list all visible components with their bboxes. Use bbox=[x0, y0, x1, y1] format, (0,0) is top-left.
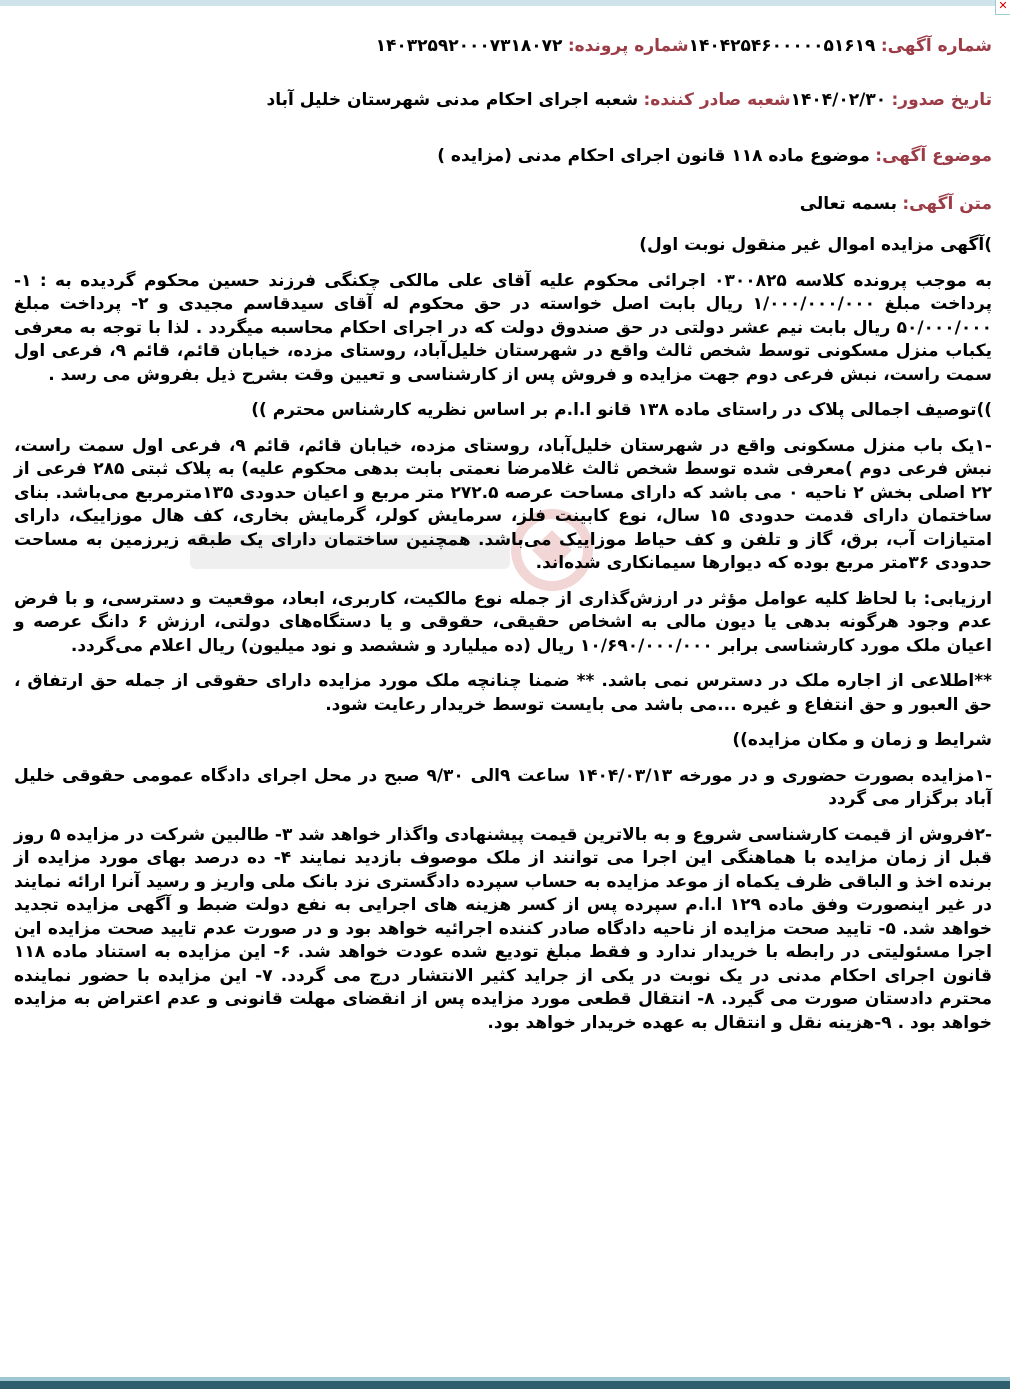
paragraph-conditions-heading: شرایط و زمان و مکان مزایده)) bbox=[732, 730, 992, 750]
paragraph-property: -۱یک باب منزل مسکونی واقع در شهرستان خلیل‌آباد، روستای مزده، خیابان قائم، قائم ۹، فرعی اول سمت راست، نبش فرعی دوم )معرفی شده توسط شخص ثالث غلامرضا نعمتی بابت بدهی محکوم علیه) به پلاک ثبتی ۲۸۵ فرعی از ۲۲ اصلی بخش ۲ ناحیه ۰ می باشد که دارای مساحت عرصه ۲۷۲.۵ متر مربع و اعیان حدودی ۱۳۵مترمربع می‌باشد. بنای ساختمان دارای قدمت حدودی ۱۵ سال، نوع کابینت فلز، سرمایش کولر، گرمایش بخاری، کف هال موزاییک، دارای امتیازات آب، برق، گاز و تلفن و کف حیاط موزاییک می‌باشد. همچنین ساختمان دارای یک طبقه زیرزمین به مساحت حدودی ۳۶متر مربع بوده که دیوارها سیمانکاری شده‌اند. bbox=[14, 435, 992, 573]
subject-row bbox=[14, 146, 992, 194]
issue-date: ۱۴۰۴/۰۲/۳۰ bbox=[790, 90, 887, 110]
file-number: ۱۴۰۳۲۵۹۲۰۰۰۷۳۱۸۰۷۲ bbox=[375, 36, 563, 56]
paragraph-terms: -۲فروش از قیمت کارشناسی شروع و به بالاترین قیمت پیشنهادی واگذار خواهد شد ۳- طالبین شرکت در مزایده ۵ روز قبل از زمان مزایده با هماهنگی این اجرا می توانند از ملک موصوف بازدید نمایند ۴- ده درصد بهای مورد مزایده از برنده اخذ و الباقی ظرف یکماه از موعد مزایده به حساب سپرده دادگستری نزد بانک ملی واریز و رسید آنرا ارائه نمایند در غیر اینصورت وفق ماده ۱۲۹ ا.ا.م سپرده پس از کسر هزینه های اجرایی به نفع دولت ضبط و آگهی مزایده تجدید خواهد شد. ۵- تایید صحت مزایده از ناحیه دادگاه صادر کننده اجرائیه خواهد بود و در صورت عدم تایید صحت مزایده این اجرا مسئولیتی در رابطه با خریدار ندارد و فقط مبلغ تودیع شده عودت خواهد شد. ۶- این مزایده به استناد ماده ۱۱۸ قانون اجرای احکام مدنی در یک نوبت در یکی از جراید کثیر الانتشار درج می گردد. ۷- این مزایده با حضور نماینده محترم دادستان صورت می گیرد. ۸- انتقال قطعی مورد مزایده پس از انقضای مهلت قانونی و عدم اعتراض به مزایده خواهد بود . ۹-هزینه نقل و انتقال به عهده خریدار خواهد بود. bbox=[14, 824, 993, 1033]
paragraph-auction-time: -۱مزایده بصورت حضوری و در مورخه ۱۴۰۴/۰۳/۱۳ ساعت ۹الی ۹/۳۰ صبح در محل اجرای دادگاه عمومی حقوقی خلیل آباد برگزار می گردد bbox=[14, 765, 993, 809]
window-top-border bbox=[0, 0, 1010, 6]
close-icon[interactable]: ✕ bbox=[995, 0, 1010, 15]
ad-number-label: شماره آگهی: bbox=[880, 36, 992, 56]
issuer-label: شعبه صادر کننده: bbox=[643, 90, 791, 110]
header-row-numbers bbox=[14, 36, 992, 86]
ad-number: ۱۴۰۴۲۵۴۶۰۰۰۰۰۵۱۶۱۹ bbox=[688, 36, 876, 56]
announcement bbox=[14, 36, 992, 1047]
issue-date-label: تاریخ صدور: bbox=[891, 90, 992, 110]
subject: موضوع ماده ۱۱۸ قانون اجرای احکام مدنی (مزایده ) bbox=[437, 146, 870, 166]
issuer: شعبه اجرای احکام مدنی شهرستان خلیل آباد bbox=[266, 90, 639, 110]
text-row bbox=[14, 194, 992, 234]
file-number-label: شماره پرونده: bbox=[567, 36, 689, 56]
announcement-title: )آگهی مزایده اموال غیر منقول نوبت اول) bbox=[639, 235, 992, 255]
text-intro: بسمه تعالی bbox=[799, 194, 897, 214]
paragraph-case: به موجب پرونده کلاسه ۰۳۰۰۸۲۵ اجرائی محکوم علیه آقای علی مالکی چکنگی فرزند حسین محکوم گردیده به : ۱- پرداخت مبلغ ۱/۰۰۰/۰۰۰/۰۰۰ ریال بابت اصل خواسته در حق محکوم له آقای سیدقاسم مجیدی و ۲- پرداخت مبلغ ۵۰/۰۰۰/۰۰۰ ریال بابت نیم عشر دولتی در حق صندوق دولت که در اجرای احکام محاسبه میگردد . لذا با توجه به معرفی یکباب منزل مسکونی توسط شخص ثالث واقع در شهرستان خلیل‌آباد، روستای مزده، خیابان قائم، قائم ۹، فرعی اول سمت راست، نبش فرعی دوم جهت مزایده و فروش پس از کارشناسی و تعیین وقت بشرح ذیل بفروش می رسد . bbox=[14, 270, 993, 385]
text-label: متن آگهی: bbox=[902, 194, 992, 214]
subject-label: موضوع آگهی: bbox=[875, 146, 992, 166]
paragraph-notes: **اطلاعی از اجاره ملک در دسترس نمی باشد. ** ضمنا چنانچه ملک مورد مزایده دارای حقوقی از جمله حق ارتفاق ، حق العبور و حق انتفاع و غیره ...می باشد می بایست توسط خریدار رعایت شود. bbox=[14, 671, 992, 715]
header-row-date bbox=[14, 90, 992, 140]
paragraph-valuation: ارزیابی: با لحاظ کلیه عوامل مؤثر در ارزش‌گذاری از جمله نوع مالکیت، کاربری، ابعاد، موقعیت و دسترسی، و با فرض عدم وجود هرگونه بدهی یا دیون مالی به اشخاص حقیقی، حقوقی و یا دستگاه‌های دولتی، ارزش ۶ دانگ عرصه و اعیان ملک مورد کارشناسی برابر ۱۰/۶۹۰/۰۰۰/۰۰۰ ریال (ده میلیارد و ششصد و نود میلیون) ریال اعلام می‌گردد. bbox=[14, 588, 992, 656]
window-bottom-border bbox=[0, 1381, 1010, 1389]
paragraph-description-heading: ))توصیف اجمالی پلاک در راستای ماده ۱۳۸ قانو ا.ا.م بر اساس نظریه کارشناس محترم )) bbox=[251, 400, 992, 420]
